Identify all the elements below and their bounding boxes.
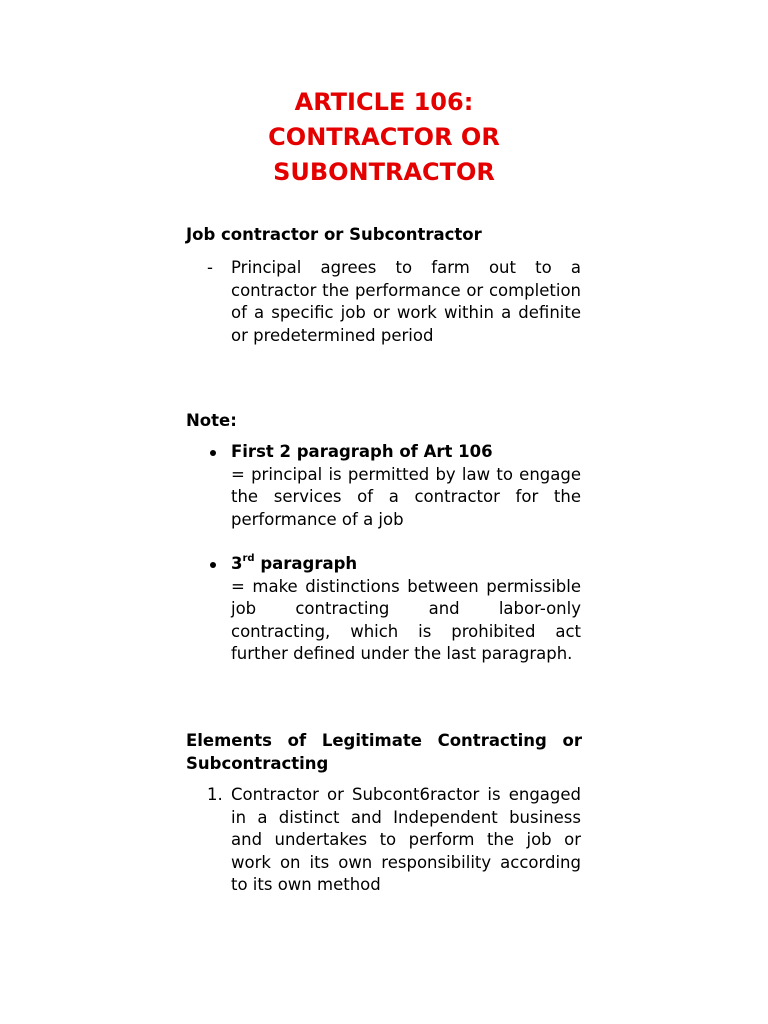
ordinal-number: 3 <box>231 554 243 573</box>
ordinal-suffix: rd <box>242 552 255 564</box>
section-heading-elements: Elements of Legitimate Contracting or Subcontracting <box>186 731 582 773</box>
bullet-dot-icon <box>210 562 216 568</box>
note-bullet-1 <box>231 441 581 531</box>
title-line-3: SUBONTRACTOR <box>273 158 495 186</box>
bullet-dot-icon <box>210 450 216 456</box>
title-line-1: ARTICLE 106: <box>294 88 474 116</box>
section-heading-job-contractor: Job contractor or Subcontractor <box>186 225 482 244</box>
article-title <box>186 85 582 190</box>
dash-marker: - <box>207 258 213 277</box>
list-number: 1. <box>207 785 223 804</box>
ordinal-label: paragraph <box>254 554 358 573</box>
definition-text <box>231 257 581 347</box>
note-bullet-1-text: = principal is permitted by law to engage the services of a contractor for the performance of a job <box>231 464 581 529</box>
note-bullet-2-text: = make distinctions between permissible job contracting and labor-only contracting, which is prohibited act further defined under the last paragraph. <box>231 576 581 663</box>
title-line-2: CONTRACTOR OR <box>268 123 500 151</box>
element-item-1: Contractor or Subcont6ractor is engaged in a distinct and Independent business and undertakes to perform the job or work on its own responsibility according to its own method <box>231 785 581 894</box>
note-bullet-1-title: First 2 paragraph of Art 106 <box>231 442 493 461</box>
note-heading: Note: <box>186 411 237 430</box>
note-bullet-2-title <box>231 553 581 576</box>
note-bullet-2 <box>231 553 581 666</box>
definition-body: Principal agrees to farm out to a contractor the performance or completion of a specific job or work within a definite or predetermined period <box>231 258 581 345</box>
